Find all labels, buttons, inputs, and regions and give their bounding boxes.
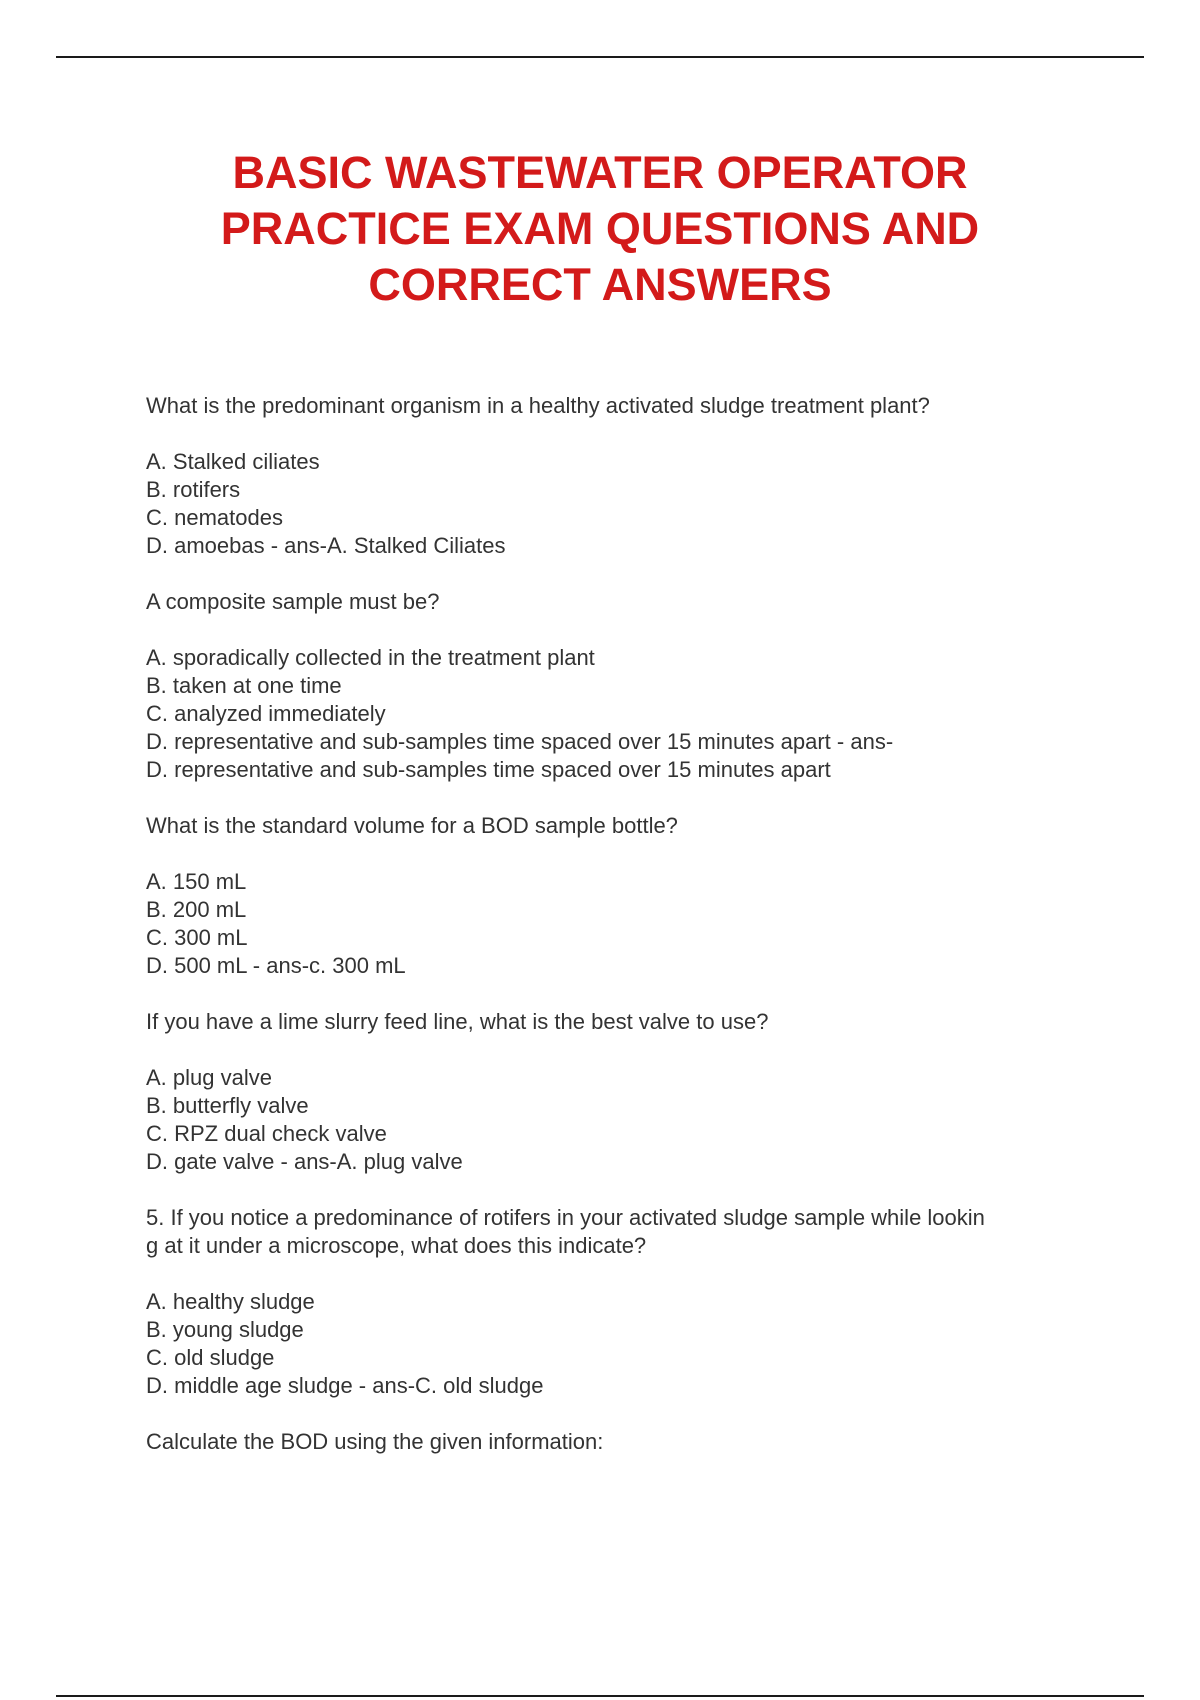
answer-options — [146, 868, 1146, 980]
question-line: g at it under a microscope, what does this indicate? — [146, 1233, 647, 1258]
answer-option: D. amoebas - ans-A. Stalked Ciliates — [146, 533, 506, 558]
question-line: What is the standard volume for a BOD sample bottle? — [146, 813, 678, 838]
answer-option: A. sporadically collected in the treatment plant — [146, 645, 595, 670]
answer-option: D. gate valve - ans-A. plug valve — [146, 1149, 463, 1174]
document-title — [120, 145, 1080, 313]
answer-option: D. representative and sub-samples time spaced over 15 minutes apart - ans- — [146, 729, 894, 754]
title-line: PRACTICE EXAM QUESTIONS AND — [220, 203, 980, 254]
top-rule — [56, 56, 1144, 58]
answer-option: B. butterfly valve — [146, 1093, 309, 1118]
answer-options — [146, 448, 1146, 560]
question-line: A composite sample must be? — [146, 589, 440, 614]
question-text — [146, 1204, 1146, 1260]
question-block — [146, 1428, 1146, 1456]
question-text — [146, 1008, 1146, 1036]
answer-options — [146, 644, 1146, 784]
question-block — [146, 812, 1146, 980]
answer-option: A. plug valve — [146, 1065, 272, 1090]
title-line: BASIC WASTEWATER OPERATOR — [232, 147, 968, 198]
question-block — [146, 392, 1146, 560]
answer-option: A. Stalked ciliates — [146, 449, 320, 474]
answer-option: B. taken at one time — [146, 673, 342, 698]
title-line: CORRECT ANSWERS — [368, 259, 832, 310]
question-text — [146, 392, 1146, 420]
question-text — [146, 588, 1146, 616]
answer-option: D. 500 mL - ans-c. 300 mL — [146, 953, 406, 978]
question-block — [146, 1008, 1146, 1176]
answer-options — [146, 1064, 1146, 1176]
question-text — [146, 812, 1146, 840]
answer-option: A. 150 mL — [146, 869, 247, 894]
question-block — [146, 588, 1146, 784]
answer-option: A. healthy sludge — [146, 1289, 315, 1314]
question-block — [146, 1204, 1146, 1400]
answer-option: D. representative and sub-samples time spaced over 15 minutes apart — [146, 757, 831, 782]
answer-option: C. analyzed immediately — [146, 701, 386, 726]
answer-option: C. 300 mL — [146, 925, 248, 950]
question-text — [146, 1428, 1146, 1456]
answer-option: B. young sludge — [146, 1317, 304, 1342]
question-line: What is the predominant organism in a healthy activated sludge treatment plant? — [146, 393, 930, 418]
answer-options — [146, 1288, 1146, 1400]
question-line: 5. If you notice a predominance of rotifers in your activated sludge sample while lookin — [146, 1205, 985, 1230]
question-line: If you have a lime slurry feed line, what is the best valve to use? — [146, 1009, 769, 1034]
answer-option: D. middle age sludge - ans-C. old sludge — [146, 1373, 544, 1398]
answer-option: C. RPZ dual check valve — [146, 1121, 387, 1146]
question-line: Calculate the BOD using the given information: — [146, 1429, 604, 1454]
questions-list — [146, 392, 1146, 1456]
bottom-rule — [56, 1695, 1144, 1697]
answer-option: B. 200 mL — [146, 897, 247, 922]
answer-option: C. old sludge — [146, 1345, 275, 1370]
answer-option: B. rotifers — [146, 477, 241, 502]
answer-option: C. nematodes — [146, 505, 283, 530]
